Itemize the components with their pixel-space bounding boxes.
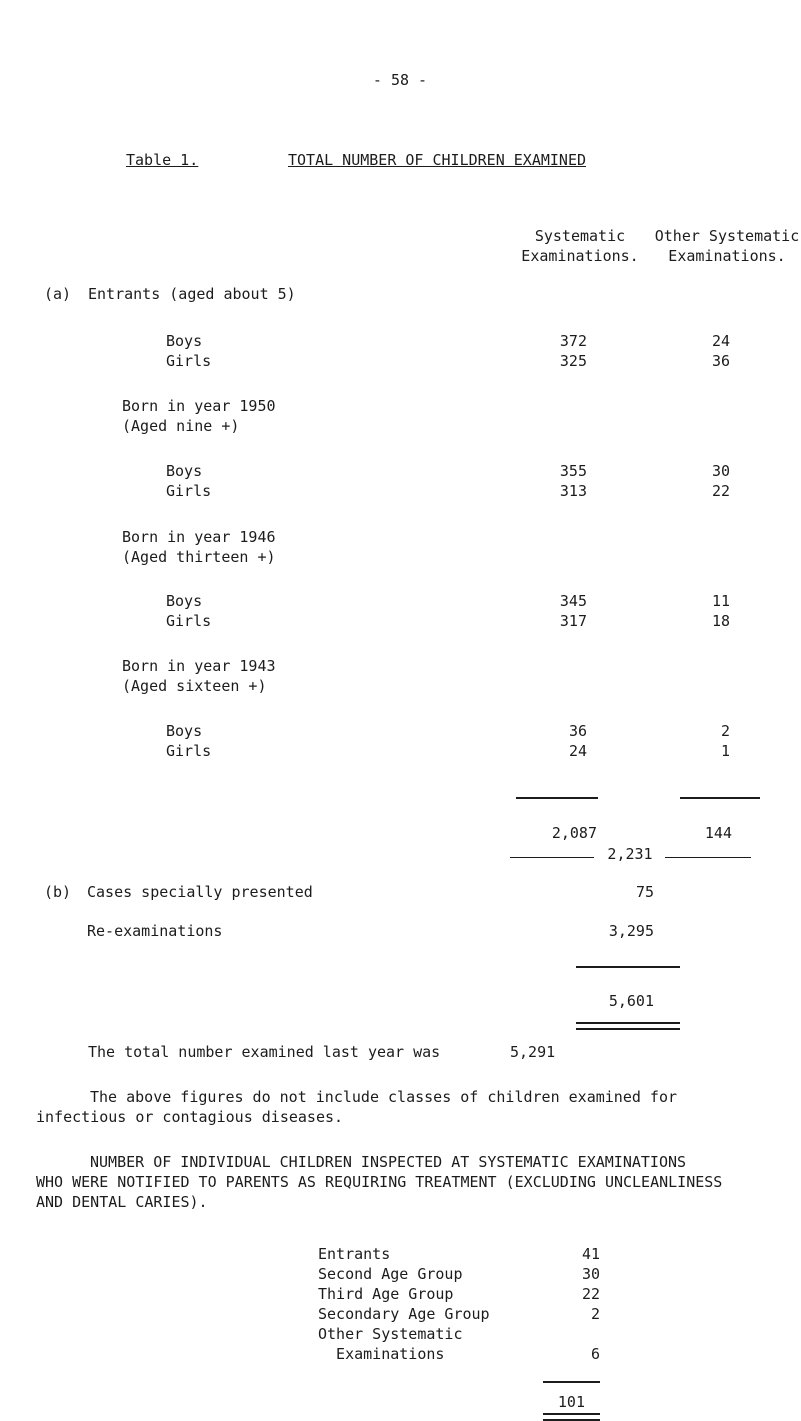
row-label: Boys: [166, 462, 203, 480]
section-a-marker: (a): [44, 285, 72, 303]
page-number: - 58 -: [372, 71, 428, 89]
col-header-systematic-1: Systematic: [534, 227, 626, 245]
row-label: Boys: [166, 332, 203, 350]
subtotal-rule-other: [680, 797, 760, 799]
other-value: 22: [711, 482, 730, 500]
last-year-label: The total number examined last year was: [88, 1043, 441, 1061]
list-item-label: Third Age Group: [318, 1285, 454, 1303]
row-label: Boys: [166, 722, 203, 740]
list-item-value: 6: [590, 1345, 600, 1363]
combine-rule-right: [665, 857, 751, 858]
group-title: Entrants (aged about 5): [88, 285, 296, 303]
row-label: Girls: [166, 612, 212, 630]
group-subtitle: (Aged sixteen +): [122, 677, 267, 695]
grand-total-double-rule: [576, 1022, 680, 1030]
row-label: Girls: [166, 482, 212, 500]
group-title: Born in year 1943: [122, 657, 276, 675]
row-label: Girls: [166, 352, 212, 370]
row-label: Re-examinations: [87, 922, 223, 940]
systematic-value: 372: [559, 332, 587, 350]
list-item-value: 30: [581, 1265, 600, 1283]
group-subtitle: (Aged thirteen +): [122, 548, 276, 566]
other-value: 1: [720, 742, 730, 760]
systematic-value: 325: [559, 352, 587, 370]
grand-total: 5,601: [608, 992, 654, 1010]
note-line-1: The above figures do not include classes of children examined for: [90, 1088, 677, 1106]
note-line-2: infectious or contagious diseases.: [36, 1108, 344, 1126]
group-title: Born in year 1950: [122, 397, 276, 415]
treatment-total: 101: [557, 1393, 585, 1411]
specially-presented-value: 75: [635, 883, 654, 901]
table-label: Table 1.: [126, 151, 199, 169]
subtotal-rule-systematic: [516, 797, 598, 799]
group-subtitle: (Aged nine +): [122, 417, 240, 435]
treatment-total-rule: [543, 1381, 600, 1383]
systematic-value: 36: [568, 722, 587, 740]
systematic-value: 313: [559, 482, 587, 500]
systematic-value: 317: [559, 612, 587, 630]
other-value: 11: [711, 592, 730, 610]
other-value: 24: [711, 332, 730, 350]
systematic-value: 24: [568, 742, 587, 760]
heading-line-1: NUMBER OF INDIVIDUAL CHILDREN INSPECTED AT SYSTEMATIC EXAMINATIONS: [90, 1153, 687, 1171]
subtotal-other: 144: [704, 824, 732, 842]
list-item-label: Other Systematic: [318, 1325, 463, 1343]
heading-line-3: AND DENTAL CARIES).: [36, 1193, 208, 1211]
list-item-label: Examinations: [318, 1345, 445, 1363]
col-header-systematic-2: Examinations.: [521, 247, 639, 265]
row-label: Cases specially presented: [87, 883, 313, 901]
table-title: TOTAL NUMBER OF CHILDREN EXAMINED: [288, 151, 587, 169]
list-item-label: Entrants: [318, 1245, 391, 1263]
heading-line-2: WHO WERE NOTIFIED TO PARENTS AS REQUIRING TREATMENT (EXCLUDING UNCLEANLINESS: [36, 1173, 723, 1191]
col-header-other-1: Other Systematic: [654, 227, 800, 245]
last-year-value: 5,291: [510, 1043, 556, 1061]
list-item-value: 41: [581, 1245, 600, 1263]
systematic-value: 355: [559, 462, 587, 480]
list-item-label: Secondary Age Group: [318, 1305, 490, 1323]
row-label: Girls: [166, 742, 212, 760]
subtotal-systematic: 2,087: [551, 824, 597, 842]
list-item-value: 22: [581, 1285, 600, 1303]
other-value: 18: [711, 612, 730, 630]
treatment-total-double-rule: [543, 1413, 600, 1421]
re-examinations-value: 3,295: [608, 922, 654, 940]
other-value: 30: [711, 462, 730, 480]
grand-total-rule: [576, 966, 680, 968]
list-item-label: Second Age Group: [318, 1265, 463, 1283]
other-value: 2: [720, 722, 730, 740]
list-item-value: 2: [590, 1305, 600, 1323]
group-title: Born in year 1946: [122, 528, 276, 546]
col-header-other-2: Examinations.: [668, 247, 786, 265]
other-value: 36: [711, 352, 730, 370]
row-label: Boys: [166, 592, 203, 610]
section-b-marker: (b): [44, 883, 72, 901]
combined-total: 2,231: [607, 845, 653, 863]
systematic-value: 345: [559, 592, 587, 610]
combine-rule-left: [510, 857, 594, 858]
